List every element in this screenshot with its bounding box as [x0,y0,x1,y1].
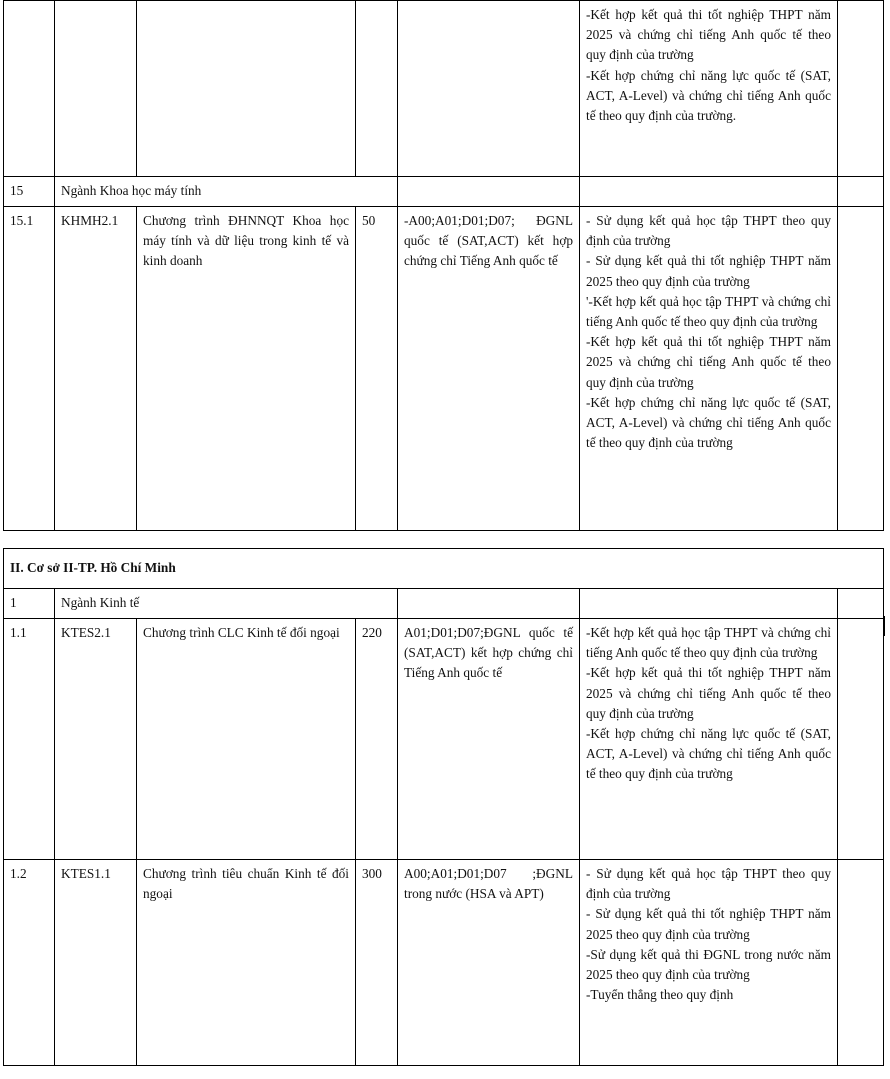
program-cell: Chương trình tiêu chuẩn Kinh tế đối ngoại [137,860,356,1066]
empty-cell [838,177,884,207]
program-cell: Chương trình ĐHNNQT Khoa học máy tính và dữ liệu trong kinh tế và kinh doanh [137,207,356,531]
method-line: -Kết hợp kết quả thi tốt nghiệp THPT năm 2025 và chứng chỉ tiếng Anh quốc tế theo quy định của trường [586,7,831,63]
note-cell [838,619,884,860]
stt-cell: 15 [4,177,55,207]
method-line: -Kết hợp kết quả thi tốt nghiệp THPT năm 2025 và chứng chỉ tiếng Anh quốc tế theo quy định của trường [586,665,831,721]
note-cell [838,207,884,531]
table-row [4,619,884,860]
method-line: -Kết hợp kết quả học tập THPT và chứng chỉ tiếng Anh quốc tế theo quy định của trường [586,625,831,661]
major-name-cell: Ngành Kinh tế [55,589,398,619]
method-cell [580,1,838,177]
quota-cell [356,1,398,177]
method-cell [580,619,838,860]
section-title: II. Cơ sở II-TP. Hồ Chí Minh [4,549,884,589]
stt-cell: 15.1 [4,207,55,531]
method-line: - Sử dụng kết quả học tập THPT theo quy định của trường [586,866,831,902]
table-row [4,207,884,531]
major-name-cell: Ngành Khoa học máy tính [55,177,398,207]
note-cell [838,1,884,177]
table-row [4,177,884,207]
subject-combo-cell [398,1,580,177]
method-line: - Sử dụng kết quả thi tốt nghiệp THPT năm 2025 theo quy định của trường [586,906,831,942]
text-cursor-mark [883,616,885,636]
empty-cell [580,589,838,619]
table-row [4,589,884,619]
method-line: - Sử dụng kết quả học tập THPT theo quy định của trường [586,213,831,249]
table-row [4,1,884,177]
empty-cell [580,177,838,207]
program-cell: Chương trình CLC Kinh tế đối ngoại [137,619,356,860]
empty-cell [398,177,580,207]
stt-cell: 1.1 [4,619,55,860]
method-line: -Kết hợp chứng chỉ năng lực quốc tế (SAT, ACT, A-Level) và chứng chỉ tiếng Anh quốc tế theo quy định của trường [586,726,831,782]
empty-cell [838,589,884,619]
subject-combo-cell: -A00;A01;D01;D07; ĐGNL quốc tế (SAT,ACT) kết hợp chứng chỉ Tiếng Anh quốc tế [398,207,580,531]
method-line: '-Kết hợp kết quả học tập THPT và chứng chỉ tiếng Anh quốc tế theo quy định của trường [586,293,831,330]
table-row [4,860,884,1066]
quota-cell: 50 [356,207,398,531]
subject-combo-cell: A00;A01;D01;D07 ;ĐGNL trong nước (HSA và APT) [398,860,580,1066]
stt-cell [4,1,55,177]
subject-combo-cell: A01;D01;D07;ĐGNL quốc tế (SAT,ACT) kết hợp chứng chỉ Tiếng Anh quốc tế [398,619,580,860]
method-line: - Sử dụng kết quả thi tốt nghiệp THPT năm 2025 theo quy định của trường [586,253,831,289]
section-header-row [4,549,884,589]
method-line: -Tuyển thẳng theo quy định [586,987,734,1003]
code-cell: KHMH2.1 [55,207,137,531]
method-cell [580,207,838,531]
method-line: -Kết hợp chứng chỉ năng lực quốc tế (SAT, ACT, A-Level) và chứng chỉ tiếng Anh quốc tế theo quy định của trường. [586,67,831,124]
empty-cell [398,589,580,619]
quota-cell: 220 [356,619,398,860]
code-cell: KTES1.1 [55,860,137,1066]
program-cell [137,1,356,177]
method-line: -Kết hợp chứng chỉ năng lực quốc tế (SAT, ACT, A-Level) và chứng chỉ tiếng Anh quốc tế theo quy định của trường [586,394,831,451]
admission-table-part2 [3,548,884,1066]
admission-table-part1 [3,0,884,531]
method-cell [580,860,838,1066]
quota-cell: 300 [356,860,398,1066]
code-cell: KTES2.1 [55,619,137,860]
method-line: -Sử dụng kết quả thi ĐGNL trong nước năm 2025 theo quy định của trường [586,946,831,983]
note-cell [838,860,884,1066]
code-cell [55,1,137,177]
method-line: -Kết hợp kết quả thi tốt nghiệp THPT năm 2025 và chứng chỉ tiếng Anh quốc tế theo quy định của trường [586,334,831,390]
stt-cell: 1 [4,589,55,619]
stt-cell: 1.2 [4,860,55,1066]
